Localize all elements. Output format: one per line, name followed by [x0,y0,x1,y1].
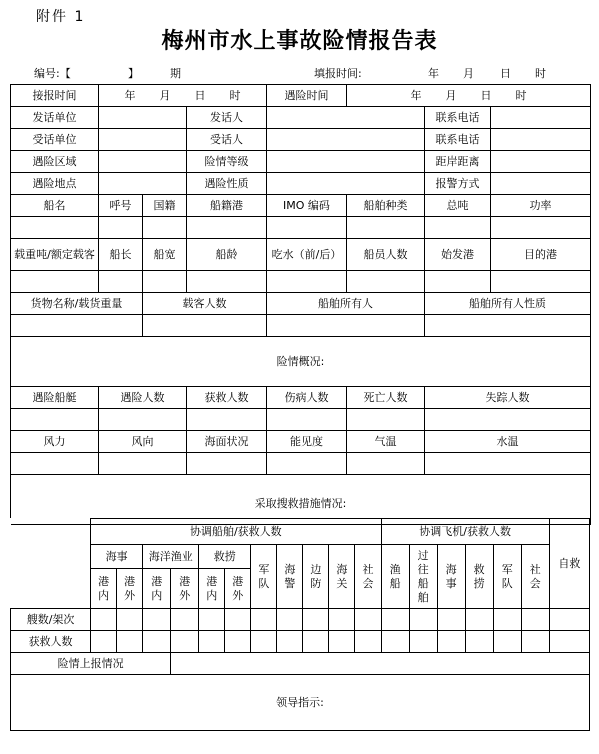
sender-person-value[interactable] [267,107,425,129]
grid-cell[interactable] [143,609,171,631]
nationality-label: 国籍 [143,195,187,217]
attachment-label: 附件 1 [36,9,86,25]
sender-unit-value[interactable] [99,107,187,129]
customs-label: 海关 [336,562,348,590]
distress-time-value[interactable]: 年 月 日 时 [347,85,591,107]
receiver-unit-value[interactable] [99,129,187,151]
number-label: 编号:【 [34,67,71,80]
filing-day: 日 [500,67,511,80]
ship-name-value[interactable] [11,217,99,239]
grid-cell[interactable] [171,631,199,653]
length-value[interactable] [99,271,143,293]
rescue-corner-cell [11,519,91,609]
crew-value[interactable] [347,271,425,293]
wind-force-label: 风力 [11,431,99,453]
border-defense-label: 边防 [310,562,322,590]
draft-label: 吃水（前/后） [267,239,347,271]
leader-instructions-label: 领导指示: [276,696,324,709]
distress-location-label: 遇险地点 [11,173,99,195]
sender-phone-label: 联系电话 [425,107,491,129]
nationality-value[interactable] [143,217,187,239]
injured-persons-label: 伤病人数 [267,387,347,409]
grid-cell[interactable] [329,631,355,653]
grid-cell[interactable] [303,609,329,631]
dead-persons-label: 死亡人数 [347,387,425,409]
distress-location-value[interactable] [99,173,187,195]
report-form-main [10,84,591,525]
passenger-count-label: 载客人数 [143,293,267,315]
ship-length-label: 船长 [99,239,143,271]
distress-time-label: 遇险时间 [267,85,347,107]
distress-nature-value[interactable] [267,173,425,195]
sender-person-label: 发话人 [187,107,267,129]
distressed-persons-label: 遇险人数 [99,387,187,409]
report-status-label: 险情上报情况 [11,653,171,675]
power-label: 功率 [491,195,591,217]
army-label: 军队 [258,562,270,590]
number-close: 】 [128,67,139,80]
sender-unit-label: 发话单位 [11,107,99,129]
grid-cell[interactable] [91,609,117,631]
destination-port-label: 目的港 [491,239,591,271]
grid-cell[interactable] [277,609,303,631]
alarm-method-value[interactable] [491,173,591,195]
sea-state-label: 海面状况 [187,431,267,453]
marine-police-label: 海警 [284,562,296,590]
fishery-inside-port-label: 港内 [151,574,163,602]
ship-owner-label: 船舶所有人 [267,293,425,315]
water-temp-value[interactable] [425,453,591,475]
count-row-label: 艘数/架次 [11,609,91,631]
table-row [11,609,590,631]
grid-cell[interactable] [199,631,225,653]
distress-area-value[interactable] [99,151,187,173]
self-rescue-label: 自救 [549,519,589,609]
grid-cell[interactable] [355,609,381,631]
grid-cell[interactable] [303,631,329,653]
grid-cell[interactable] [409,631,437,653]
fishing-boat-label: 渔船 [389,562,401,590]
grid-cell[interactable] [225,609,251,631]
situation-overview-field[interactable] [11,337,591,387]
ship-owner-nature-label: 船舶所有人性质 [425,293,591,315]
grid-cell[interactable] [549,609,589,631]
sea-state-value[interactable] [187,453,267,475]
air-maritime-label: 海事 [445,562,457,590]
dead-value[interactable] [347,409,425,431]
air-temp-value[interactable] [347,453,425,475]
report-time-value[interactable]: 年 月 日 时 [99,85,267,107]
ship-name-label: 船名 [11,195,99,217]
gross-tonnage-label: 总吨 [425,195,491,217]
grid-cell[interactable] [381,609,409,631]
ship-width-label: 船宽 [143,239,187,271]
maritime-label: 海事 [91,545,143,569]
water-temp-label: 水温 [425,431,591,453]
filing-hour: 时 [535,67,546,80]
ships-value[interactable] [11,409,99,431]
receiver-person-value[interactable] [267,129,425,151]
grid-cell[interactable] [493,609,521,631]
owner-nature-value[interactable] [425,315,591,337]
coord-aircraft-header: 协调飞机/获救人数 [381,519,549,545]
air-society-label: 社会 [529,562,541,590]
grid-cell[interactable] [465,609,493,631]
port-value[interactable] [187,217,267,239]
salvage-inside-port-label: 港内 [206,574,218,602]
missing-persons-label: 失踪人数 [425,387,591,409]
coord-ships-header: 协调船舶/获救人数 [91,519,381,545]
grid-cell[interactable] [521,609,549,631]
grid-cell[interactable] [381,631,409,653]
grid-cell[interactable] [355,631,381,653]
issue-label: 期 [170,67,181,80]
rescue-measures-label: 采取搜救措施情况: [254,497,347,510]
receiver-person-label: 受话人 [187,129,267,151]
fishery-label: 海洋渔业 [143,545,199,569]
salvage-label: 救捞 [199,545,251,569]
grid-cell[interactable] [465,631,493,653]
injured-value[interactable] [267,409,347,431]
grid-cell[interactable] [117,609,143,631]
ship-type-value[interactable] [347,217,425,239]
salvage-outside-port-label: 港外 [232,574,244,602]
receiver-phone-label: 联系电话 [425,129,491,151]
distress-nature-label: 遇险性质 [187,173,267,195]
distress-area-label: 遇险区域 [11,151,99,173]
alarm-method-label: 报警方式 [425,173,491,195]
ship-type-label: 船舶种类 [347,195,425,217]
situation-overview-label: 险情概况: [276,355,325,368]
filing-month: 月 [463,67,474,80]
grid-cell[interactable] [117,631,143,653]
maritime-outside-port-label: 港外 [124,574,136,602]
departure-port-label: 始发港 [425,239,491,271]
port-of-registry-label: 船籍港 [187,195,267,217]
grid-cell[interactable] [91,631,117,653]
power-value[interactable] [491,217,591,239]
rescued-row-label: 获救人数 [11,631,91,653]
society-label: 社会 [362,562,374,590]
ship-age-label: 船龄 [187,239,267,271]
grid-cell[interactable] [409,609,437,631]
missing-value[interactable] [425,409,591,431]
visibility-label: 能见度 [267,431,347,453]
call-sign-value[interactable] [99,217,143,239]
air-temp-label: 气温 [347,431,425,453]
passenger-value[interactable] [143,315,267,337]
report-time-label: 接报时间 [11,85,99,107]
wind-force-value[interactable] [11,453,99,475]
cargo-name-weight-label: 货物名称/载货重量 [11,293,143,315]
rescue-measures-field[interactable] [11,475,591,525]
departure-value[interactable] [425,271,491,293]
grid-cell[interactable] [199,609,225,631]
page-title: 梅州市水上事故险情报告表 [161,28,438,54]
receiver-unit-label: 受话单位 [11,129,99,151]
grid-cell[interactable] [521,631,549,653]
shore-distance-label: 距岸距离 [425,151,491,173]
sender-phone-value[interactable] [491,107,591,129]
distress-level-label: 险情等级 [187,151,267,173]
grid-cell[interactable] [493,631,521,653]
owner-value[interactable] [267,315,425,337]
width-value[interactable] [143,271,187,293]
shore-distance-value[interactable] [491,151,591,173]
rescued-persons-label: 获救人数 [187,387,267,409]
receiver-phone-value[interactable] [491,129,591,151]
filing-time-label: 填报时间: [314,67,362,80]
imo-value[interactable] [267,217,347,239]
air-army-label: 军队 [501,562,513,590]
leader-instructions-field[interactable] [11,675,590,731]
persons-value[interactable] [99,409,187,431]
grid-cell[interactable] [329,609,355,631]
cargo-value[interactable] [11,315,143,337]
grid-cell[interactable] [225,631,251,653]
gross-tonnage-value[interactable] [425,217,491,239]
grid-cell[interactable] [437,631,465,653]
crew-label: 船员人数 [347,239,425,271]
distressed-ships-label: 遇险船艇 [11,387,99,409]
fishery-outside-port-label: 港外 [179,574,191,602]
rescued-value[interactable] [187,409,267,431]
tonnage-value[interactable] [11,271,99,293]
air-salvage-label: 救捞 [473,562,485,590]
grid-cell[interactable] [251,609,277,631]
grid-cell[interactable] [171,609,199,631]
grid-cell[interactable] [251,631,277,653]
distress-level-value[interactable] [267,151,425,173]
report-status-value[interactable] [171,653,590,675]
grid-cell[interactable] [143,631,171,653]
tonnage-capacity-label: 载重吨/额定载客 [11,239,99,271]
age-value[interactable] [187,271,267,293]
passing-ship-label: 过往船舶 [417,548,429,604]
call-sign-label: 呼号 [99,195,143,217]
table-row [11,631,590,653]
grid-cell[interactable] [277,631,303,653]
maritime-inside-port-label: 港内 [98,574,110,602]
wind-direction-label: 风向 [99,431,187,453]
grid-cell[interactable] [437,609,465,631]
draft-value[interactable] [267,271,347,293]
rescue-coordination-table [10,518,590,731]
wind-direction-value[interactable] [99,453,187,475]
visibility-value[interactable] [267,453,347,475]
filing-year: 年 [428,67,439,80]
destination-value[interactable] [491,271,591,293]
imo-code-label: IMO 编码 [267,195,347,217]
grid-cell[interactable] [549,631,589,653]
